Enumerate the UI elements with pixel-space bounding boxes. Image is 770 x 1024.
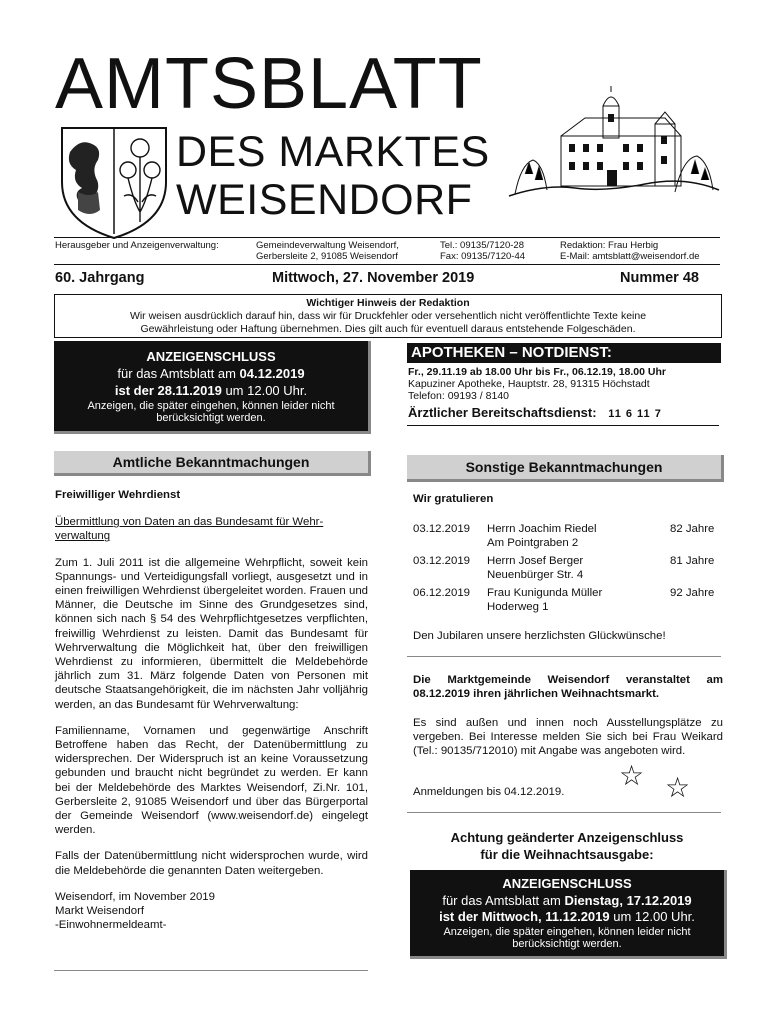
editorial-notice bbox=[54, 294, 722, 338]
issue-number: Nummer 48 bbox=[620, 270, 699, 286]
article-paragraph-3: Falls der Datenübermittlung nicht widersprochen wurde, wird die Meldebehörde die genannten Daten weitergeben. bbox=[55, 850, 368, 877]
notice-line-2: Gewährleistung oder Haftung übernehmen. Dies gilt auch für eventuell daraus entstehende Folgeschäden. bbox=[140, 323, 636, 335]
signature-line-3: -Einwohnermeldeamt- bbox=[55, 919, 167, 932]
article-subheading-2: verwaltung bbox=[55, 530, 111, 543]
birthday-address: Hoderweg 1 bbox=[487, 601, 549, 613]
list-item bbox=[413, 522, 723, 536]
masthead-title: AMTSBLATT bbox=[55, 44, 483, 124]
list-item bbox=[413, 586, 723, 600]
birthday-address-row bbox=[413, 600, 723, 614]
ad-deadline-cutoff: ist der 28.11.2019 bbox=[114, 383, 222, 398]
publisher-label: Herausgeber und Anzeigenverwaltung: bbox=[55, 240, 219, 251]
ad-deadline-line-1 bbox=[54, 366, 368, 381]
birthday-address: Neuenbürger Str. 4 bbox=[487, 569, 584, 581]
star-icon: ☆ bbox=[619, 760, 645, 791]
list-item bbox=[413, 554, 723, 568]
christmas-deadline-line-4: berücksichtigt werden. bbox=[512, 938, 622, 950]
christmas-deadline-line-2 bbox=[410, 909, 724, 924]
birthday-name: Herrn Josef Berger bbox=[487, 555, 584, 567]
publisher-email: E-Mail: amtsblatt@weisendorf.de bbox=[560, 251, 700, 262]
ad-deadline-line-1-text: für das Amtsblatt am bbox=[117, 366, 240, 381]
birthday-name: Frau Kunigunda Müller bbox=[487, 587, 603, 599]
birthday-address-row bbox=[413, 536, 723, 550]
signature-line-2: Markt Weisendorf bbox=[55, 905, 145, 918]
birthday-address-row bbox=[413, 568, 723, 582]
article-paragraph-2: Familienname, Vornamen und gegenwärtige Anschrift Betroffene haben das Recht, der Datenübermittlung zu widersprechen. Der Widerspruch ist an keine Voraussetzung gebunden und braucht nicht begründet zu werden. Er kann bei der Meldebehörde des Marktes Weisendorf, Zi.Nr. 101, Gerbersleite 2, 91085 Weisendorf und über das Bürgerportal der Gemeinde Weisendorf (www.weisendorf.de) eingelegt werden. bbox=[55, 724, 368, 837]
issue-jahrgang: 60. Jahrgang bbox=[55, 270, 145, 286]
section-header-official: Amtliche Bekanntmachungen bbox=[54, 451, 371, 476]
christmas-deadline-line-1-text: für das Amtsblatt am bbox=[442, 893, 565, 908]
doctor-oncall-label: Ärztlicher Bereitschaftsdienst: bbox=[408, 405, 597, 420]
birthday-date: 03.12.2019 bbox=[413, 523, 471, 535]
birthday-date: 03.12.2019 bbox=[413, 555, 471, 567]
christmas-ad-deadline-box bbox=[410, 870, 727, 959]
issue-date: Mittwoch, 27. November 2019 bbox=[272, 270, 475, 286]
birthday-address: Am Pointgraben 2 bbox=[487, 537, 579, 549]
birthday-list bbox=[413, 522, 723, 614]
publisher-redaktion: Redaktion: Frau Herbig bbox=[560, 240, 659, 251]
congrats-heading: Wir gratulieren bbox=[413, 493, 494, 505]
changed-deadline-notice bbox=[407, 829, 727, 863]
birthday-name: Herrn Joachim Riedel bbox=[487, 523, 597, 535]
christmas-deadline-title: ANZEIGENSCHLUSS bbox=[502, 876, 632, 891]
pharmacy-address: Kapuziner Apotheke, Hauptstr. 28, 91315 Höchstadt bbox=[408, 378, 650, 390]
pharmacy-header: APOTHEKEN – NOTDIENST: bbox=[407, 343, 721, 363]
christmas-market-announcement: Die Marktgemeinde Weisendorf veranstaltet am 08.12.2019 ihren jährlichen Weihnachtsmarkt. bbox=[413, 674, 723, 701]
publisher-org-line-2: Gerbersleite 2, 91085 Weisendorf bbox=[256, 251, 398, 262]
ad-deadline-title: ANZEIGENSCHLUSS bbox=[146, 349, 276, 364]
pharmacy-dates: Fr., 29.11.19 ab 18.00 Uhr bis Fr., 06.12.19, 18.00 Uhr bbox=[408, 366, 666, 378]
notice-line-1: Wir weisen ausdrücklich darauf hin, dass wir für Druckfehler oder versehentlich nicht veröffentlichte Texte keine bbox=[129, 310, 647, 322]
masthead-subtitle-1: DES MARKTES bbox=[176, 128, 490, 176]
registration-deadline: Anmeldungen bis 04.12.2019. bbox=[413, 786, 565, 798]
ad-deadline-date: 04.12.2019 bbox=[239, 366, 305, 381]
notice-title: Wichtiger Hinweis der Redaktion bbox=[306, 297, 470, 309]
publisher-fax: Fax: 09135/7120-44 bbox=[440, 251, 526, 262]
article-heading: Freiwilliger Wehrdienst bbox=[55, 489, 181, 501]
christmas-deadline-time: um 12.00 Uhr. bbox=[609, 909, 695, 924]
doctor-oncall bbox=[408, 405, 662, 420]
christmas-deadline-date: Dienstag, 17.12.2019 bbox=[564, 893, 692, 908]
coat-of-arms-icon bbox=[58, 122, 170, 240]
publisher-org-line-1: Gemeindeverwaltung Weisendorf, bbox=[256, 240, 399, 251]
star-icon: ☆ bbox=[665, 772, 691, 803]
signature-line-1: Weisendorf, im November 2019 bbox=[55, 890, 215, 903]
birthday-date: 06.12.2019 bbox=[413, 587, 471, 599]
publisher-tel: Tel.: 09135/7120-28 bbox=[440, 240, 524, 251]
article-subheading-1: Übermittlung von Daten an das Bundesamt für Wehr- bbox=[55, 516, 324, 529]
castle-illustration-icon bbox=[505, 84, 723, 202]
masthead-subtitle-2: WEISENDORF bbox=[176, 176, 473, 224]
christmas-deadline-line-3: Anzeigen, die später eingehen, können leider nicht bbox=[443, 926, 691, 938]
section-header-other: Sonstige Bekanntmachungen bbox=[407, 455, 724, 482]
doctor-oncall-number: 11 6 11 7 bbox=[608, 408, 662, 420]
ad-deadline-line-2 bbox=[54, 383, 368, 398]
ad-deadline-line-4: berücksichtigt werden. bbox=[156, 412, 266, 424]
birthday-age: 92 Jahre bbox=[670, 587, 715, 599]
changed-deadline-line-1: Achtung geänderter Anzeigenschluss bbox=[450, 830, 684, 845]
ad-deadline-time: um 12.00 Uhr. bbox=[221, 383, 308, 398]
christmas-market-details: Es sind außen und innen noch Ausstellungsplätze zu vergeben. Bei Interesse melden Sie sich bei Frau Weikard (Tel.: 90135/712010) mit Angabe was angeboten wird. bbox=[413, 717, 723, 758]
article-paragraph-1: Zum 1. Juli 2011 ist die allgemeine Wehrpflicht, soweit kein Spannungs- und Verteidigungsfall vorliegt, ausgesetzt und in einen freiwilligen Wehrdienst übergeleitet worden. Frauen und Männer, die Deutsche im Sinne des Grundgesetzes sind, können sich nach § 54 des Wehrpflichtgesetzes verpflichten, freiwillig Wehrdienst zu leisten. Damit das Bundesamt für Wehrverwaltung die Möglichkeit hat, über den freiwilligen Wehrdienst zu informieren, übermittelt die Meldebehörde jährlich zum 31. März folgende Daten von Personen mit deutsche Staatsangehörigkeit, die im nächsten Jahr volljährig werden, an das Bundesamt für Wehrverwaltung: bbox=[55, 556, 368, 711]
pharmacy-phone: Telefon: 09193 / 8140 bbox=[408, 390, 510, 402]
congrats-closing: Den Jubilaren unsere herzlichsten Glückwünsche! bbox=[413, 630, 666, 642]
left-column bbox=[55, 488, 368, 932]
ad-deadline-box bbox=[54, 341, 371, 434]
christmas-deadline-cutoff: ist der Mittwoch, 11.12.2019 bbox=[439, 909, 610, 924]
ad-deadline-line-3: Anzeigen, die später eingehen, können leider nicht bbox=[87, 400, 335, 412]
changed-deadline-line-2: für die Weihnachtsausgabe: bbox=[480, 847, 654, 862]
birthday-age: 81 Jahre bbox=[670, 555, 715, 567]
christmas-deadline-line-1 bbox=[410, 893, 724, 908]
birthday-age: 82 Jahre bbox=[670, 523, 715, 535]
